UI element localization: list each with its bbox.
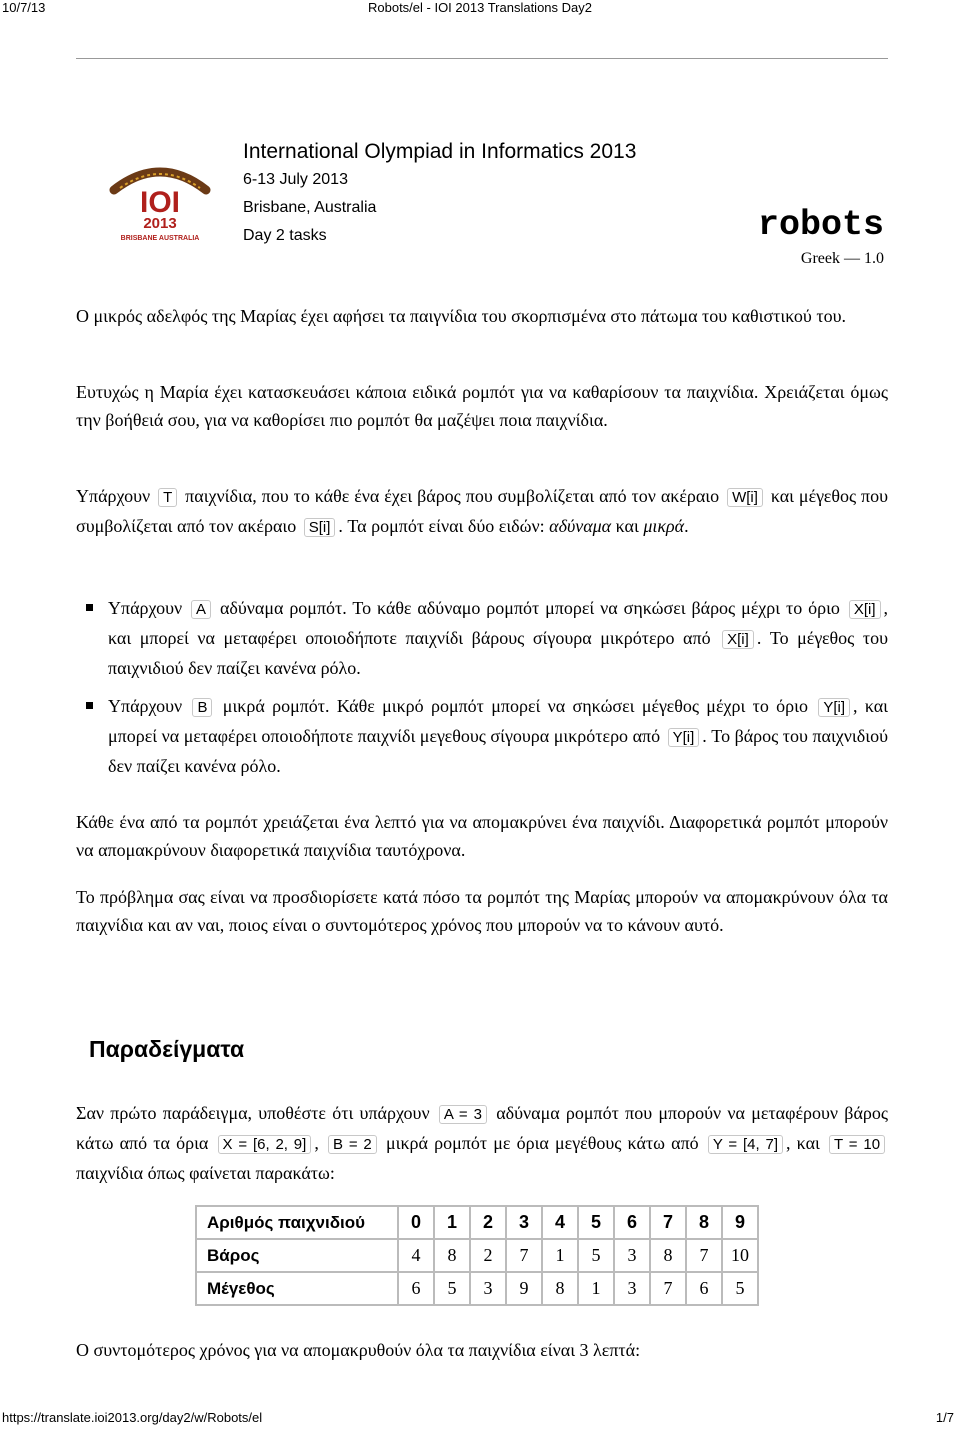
table-cell: 7 (686, 1239, 722, 1272)
row-label: Μέγεθος (196, 1272, 398, 1305)
logo-year-text: 2013 (143, 215, 177, 232)
example-1-paragraph (76, 1099, 888, 1187)
section-title-examples: Παραδείγματα (89, 1036, 245, 1062)
contest-day: Day 2 tasks (243, 227, 327, 244)
bullet-item-small-robots (108, 692, 888, 780)
intro-paragraph-2 (76, 378, 888, 434)
table-cell: 5 (434, 1272, 470, 1305)
table-cell: 4 (398, 1239, 434, 1272)
table-row-weight (196, 1239, 758, 1272)
contest-location: Brisbane, Australia (243, 199, 377, 216)
paragraph-one-minute (76, 808, 888, 864)
em-small: μικρά (643, 516, 685, 536)
text: μικρά ρομπότ. Κάθε μικρό ρομπότ μπορεί να σηκώσει μέγεθος μέχρι το όριο (222, 696, 809, 716)
row-label: Βάρος (196, 1239, 398, 1272)
table-cell: 8 (542, 1272, 578, 1305)
text: . Το μέγεθος του παιχνιδιού δεν παίζει κανένα ρόλο. (108, 628, 888, 678)
paragraph-problem-statement (76, 883, 888, 939)
table-cell: 7 (650, 1272, 686, 1305)
paragraph-text: Ο μικρός αδελφός της Μαρίας έχει αφήσει τα παιγνίδια του σκορπισμένα στο πάτωμα του καθιστικού του. (76, 306, 846, 326)
print-page-title: Robots/el - IOI 2013 Translations Day2 (367, 0, 592, 15)
task-language-version: Greek — 1.0 (800, 250, 884, 267)
table-cell: 5 (578, 1239, 614, 1272)
print-header (0, 0, 960, 18)
code-T-value: T = 10 (829, 1135, 885, 1154)
intro-paragraph-1 (76, 302, 888, 330)
table-cell: 1 (578, 1272, 614, 1305)
text: . Τα ρομπότ είναι δύο ειδών: (338, 516, 545, 536)
code-X: X[i] (722, 630, 754, 649)
bullet-square-icon (86, 604, 93, 611)
paragraph-text: Κάθε ένα από τα ρομπότ χρειάζεται ένα λεπτό για να απομακρύνει ένα παιχνίδι. Διαφορετικά ρομπότ μπορούν να απομακρύνουν διαφορετικά παιχνίδια ταυτόχρονα. (76, 812, 888, 860)
table-cell: 6 (614, 1206, 650, 1239)
task-name: robots (757, 205, 884, 245)
table-cell: 8 (434, 1239, 470, 1272)
contest-header (243, 138, 636, 250)
top-divider (76, 58, 888, 59)
text: Υπάρχουν (108, 696, 183, 716)
intro-paragraph-3 (76, 482, 888, 542)
table-cell: 6 (686, 1272, 722, 1305)
text: παιχνίδια, που το κάθε ένα έχει βάρος που συμβολίζεται από τον ακέραιο (185, 486, 720, 506)
text: Υπάρχουν (108, 598, 183, 618)
table-cell: 3 (506, 1206, 542, 1239)
paragraph-text (76, 1099, 888, 1187)
code-B: B (192, 698, 212, 717)
text: και μέγεθος που συμβολίζεται από τον ακέραιο (76, 486, 889, 536)
table-cell: 3 (614, 1239, 650, 1272)
table-cell: 7 (506, 1239, 542, 1272)
toys-table (195, 1205, 759, 1306)
table-cell: 9 (506, 1272, 542, 1305)
text: . Το βάρος του παιχνιδιού δεν παίζει κανένα ρόλο. (108, 726, 889, 776)
text: αδύναμα ρομπότ. Το κάθε αδύναμο ρομπότ μπορεί να σηκώσει βάρος μέχρι το όριο (219, 598, 840, 618)
example-1-conclusion (76, 1336, 888, 1364)
code-X-value: X = [6, 2, 9] (218, 1135, 312, 1154)
paragraph-text: Το πρόβλημα σας είναι να προσδιορίσετε κατά πόσο τα ρομπότ της Μαρίας μπορούν να απομακρύνουν όλα τα παιχνίδια και αν ναι, ποιος είναι ο συντομότερος χρόνος που μπορούν να το κάνουν αυτό. (76, 887, 888, 935)
code-Y: Y[i] (818, 698, 850, 717)
text: , και μπορεί να μεταφέρει οποιοδήποτε παιχνίδι μεγεθους σίγουρα μικρότερο από (108, 696, 889, 746)
print-url: https://translate.ioi2013.org/day2/w/Robots/el (2, 1410, 263, 1425)
table-cell: 3 (614, 1272, 650, 1305)
table-cell: 8 (650, 1239, 686, 1272)
code-T: T (158, 488, 177, 507)
text: , και (786, 1133, 820, 1153)
print-date: 10/7/13 (2, 0, 46, 15)
table-cell: 10 (722, 1239, 758, 1272)
table-cell: 5 (722, 1272, 758, 1305)
bullet-item-weak-robots (108, 594, 888, 682)
paragraph-text: Ο συντομότερος χρόνος για να απομακρυθούν όλα τα παιχνίδια είναι 3 λεπτά: (76, 1340, 641, 1360)
code-A: A (191, 600, 211, 619)
table-cell: 3 (470, 1272, 506, 1305)
table-cell: 2 (470, 1206, 506, 1239)
table-cell: 7 (650, 1206, 686, 1239)
table-cell: 1 (434, 1206, 470, 1239)
code-X: X[i] (849, 600, 881, 619)
paragraph-text (76, 482, 888, 542)
em-weak: αδύναμα (549, 516, 612, 536)
code-Y-value: Y = [4, 7] (708, 1135, 783, 1154)
table-row-size (196, 1272, 758, 1305)
print-page-number: 1/7 (935, 1410, 954, 1425)
table-cell: 6 (398, 1272, 434, 1305)
bullet-square-icon (86, 702, 93, 709)
table-cell: 1 (542, 1239, 578, 1272)
contest-title: International Olympiad in Informatics 2013 (243, 140, 637, 163)
text: και (615, 516, 639, 536)
text: , και μπορεί να μεταφέρει οποιοδήποτε παιχνίδι βάρους σίγουρα μικρότερο από (108, 598, 889, 648)
code-S: S[i] (304, 518, 336, 537)
logo-place-text: BRISBANE AUSTRALIA (120, 235, 200, 242)
code-W: W[i] (727, 488, 763, 507)
text: , (314, 1133, 319, 1153)
text: μικρά ρομπότ με όρια μεγέθους κάτω από (385, 1133, 699, 1153)
table-cell: 8 (686, 1206, 722, 1239)
paragraph-text: Ευτυχώς η Μαρία έχει κατασκευάσει κάποια ειδικά ρομπότ για να καθαρίσουν τα παιχνίδια. Χρειάζεται όμως την βοήθειά σου, για να καθορίσει πιο ρομπότ θα μαζέψει ποια παιχνίδια. (76, 382, 888, 430)
table-cell: 2 (470, 1239, 506, 1272)
logo-ioi-text: IOI (139, 186, 181, 219)
code-Y: Y[i] (668, 728, 700, 747)
table-cell: 9 (722, 1206, 758, 1239)
row-label: Αριθμός παιχνιδιού (196, 1206, 398, 1239)
code-B-value: B = 2 (328, 1135, 377, 1154)
print-footer (0, 1410, 960, 1428)
bullet-text (108, 594, 888, 682)
bullet-text (108, 692, 888, 780)
table-cell: 0 (398, 1206, 434, 1239)
contest-dates: 6-13 July 2013 (243, 171, 348, 188)
text: παιχνίδια όπως φαίνεται παρακάτω: (76, 1163, 335, 1183)
text: αδύναμα ρομπότ που μπορούν να μεταφέρουν βάρος κάτω από τα όρια (76, 1103, 889, 1153)
code-A-value: A = 3 (439, 1105, 487, 1124)
table-cell: 4 (542, 1206, 578, 1239)
table-cell: 5 (578, 1206, 614, 1239)
text: . (684, 516, 689, 536)
text: Υπάρχουν (76, 486, 151, 506)
ioi-2013-logo (106, 160, 214, 246)
text: Σαν πρώτο παράδειγμα, υποθέστε ότι υπάρχουν (76, 1103, 430, 1123)
table-row-toy-number (196, 1206, 758, 1239)
